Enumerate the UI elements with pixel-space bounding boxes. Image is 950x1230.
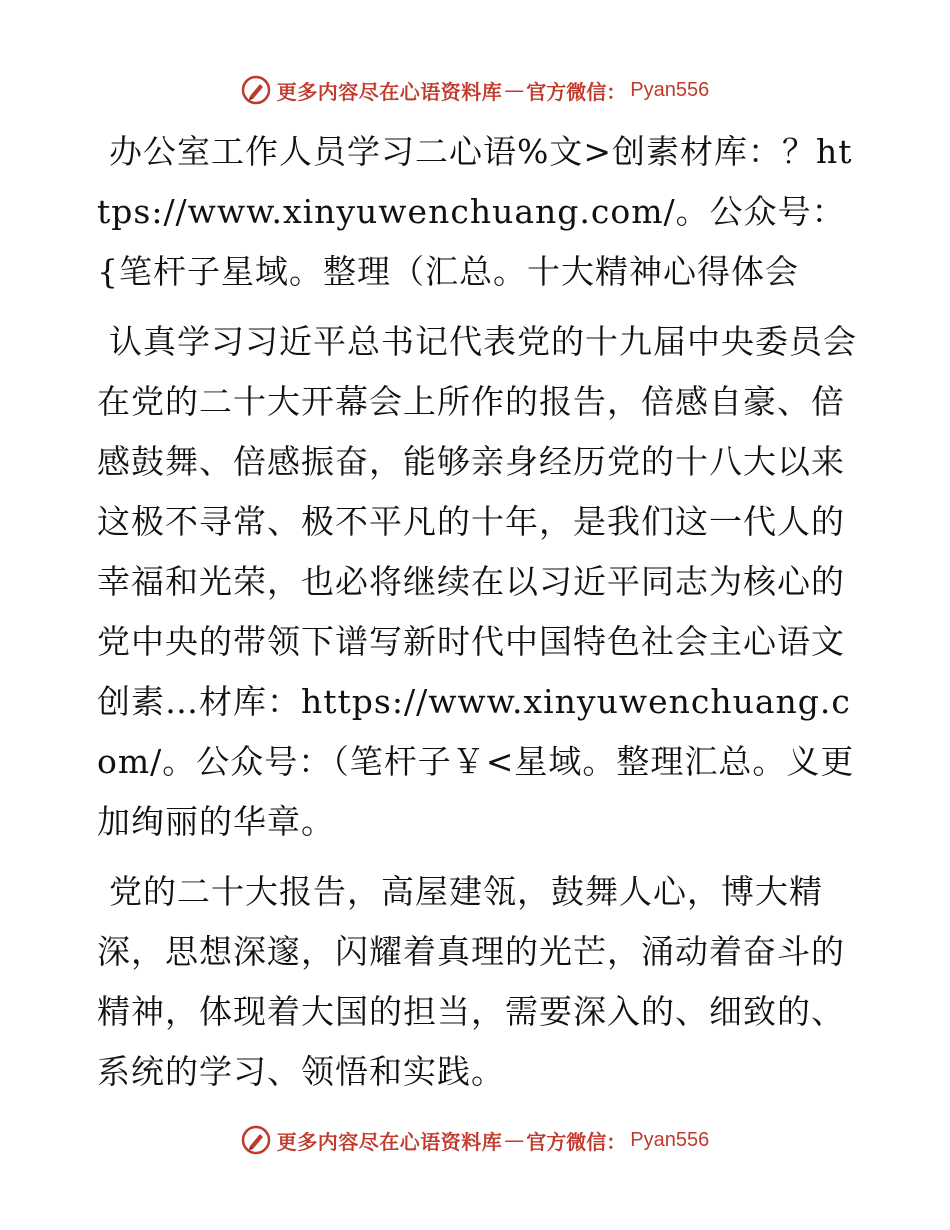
footer-banner: [0, 1120, 950, 1160]
banner-wechat-id: Pyan556: [630, 1128, 710, 1151]
banner-text: 更多内容尽在心语资料库: [276, 1129, 503, 1154]
paragraph-1: 办公室工作人员学习二心语%文>创素材库：？https://www.xinyuwenchuang.com/。公众号：{笔杆子星域。整理（汇总。十大精神心得体会: [97, 132, 853, 291]
paragraph-3: 党的二十大报告，高屋建瓴，鼓舞人心，博大精深，思想深邃，闪耀着真理的光芒，涌动着奋斗的精神，体现着大国的担当，需要深入的、细致的、系统的学习、领悟和实践。: [97, 872, 845, 1091]
banner-separator: —: [504, 78, 525, 102]
banner-separator: —: [504, 1128, 525, 1152]
pen-logo-icon: [241, 75, 271, 105]
pen-logo-icon: [241, 1125, 271, 1155]
header-banner: [0, 70, 950, 110]
banner-wechat-id: Pyan556: [630, 78, 710, 101]
document-body: [97, 122, 857, 1112]
banner-wechat-label: 官方微信：: [526, 1129, 627, 1154]
banner-wechat-label: 官方微信：: [526, 79, 627, 104]
paragraph-2: 认真学习习近平总书记代表党的十九届中央委员会在党的二十大开幕会上所作的报告，倍感自豪、倍感鼓舞、倍感振奋，能够亲身经历党的十八大以来这极不寻常、极不平凡的十年，是我们这一代人的幸福和光荣，也必将继续在以习近平同志为核心的党中央的带领下谱写新时代中国特色社会主心语文创素…材库：https://www.xinyuwenchuang.com/。公众号：（笔杆子￥<星域。整理汇总。义更加绚丽的华章。: [97, 322, 857, 841]
banner-text: 更多内容尽在心语资料库: [276, 79, 503, 104]
